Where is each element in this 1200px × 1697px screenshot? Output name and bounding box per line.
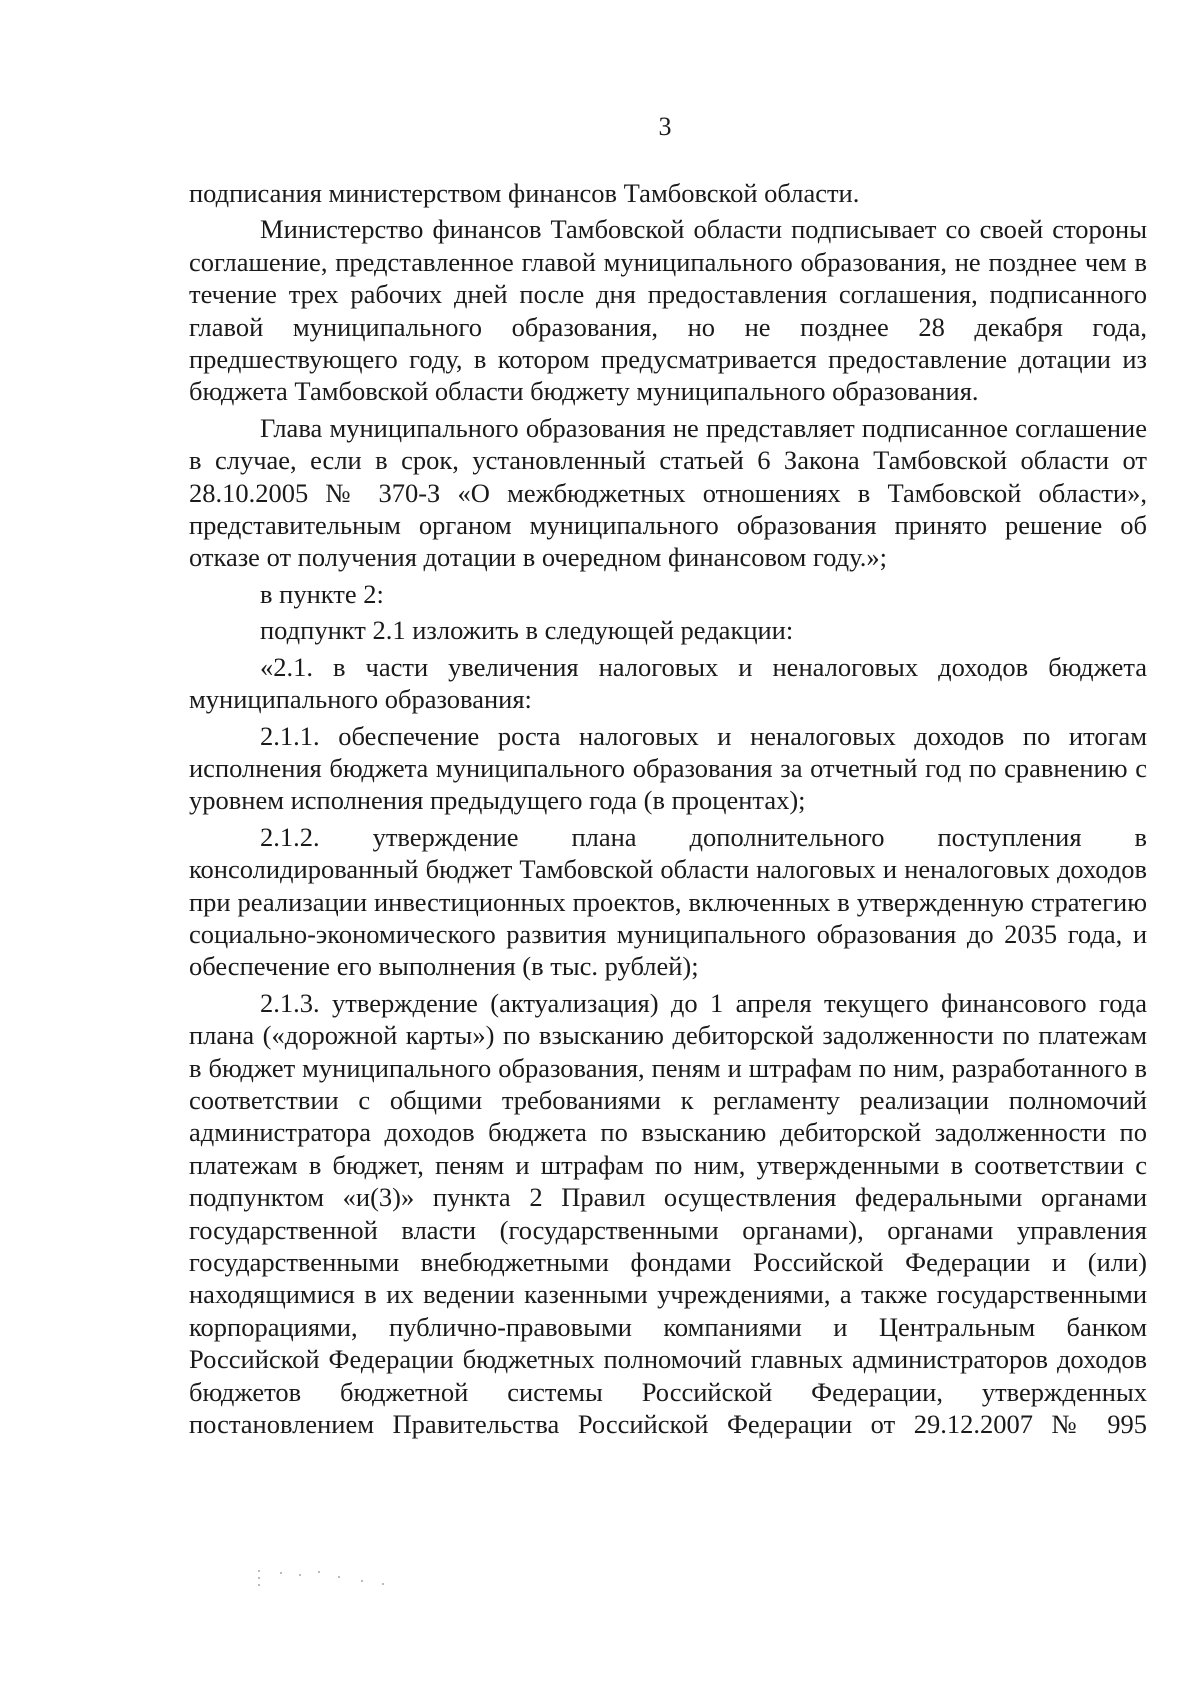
page-number: 3 bbox=[658, 112, 672, 141]
paragraph-head-not-submit: Глава муниципального образования не представляет подписанное соглашение в случае, если в срок, установленный статьей 6 Закона Тамбовской области от 28.10.2005 № 370-З «О межбюджетных отношениях в Тамбовской области», представительным органом муниципального образования принято решение об отказе от получения дотации в очередном финансовом году.»; bbox=[189, 412, 1147, 573]
paragraph-in-point-2: в пункте 2: bbox=[260, 578, 384, 609]
paragraph-2-1-1: 2.1.1. обеспечение роста налоговых и неналоговых доходов по итогам исполнения бюджета муниципального образования за отчетный год по сравнению с уровнем исполнения предыдущего года (в процентах); bbox=[189, 720, 1147, 816]
paragraph-2-1-3: 2.1.3. утверждение (актуализация) до 1 апреля текущего финансового года плана («дорожной карты») по взысканию дебиторской задолженности по платежам в бюджет муниципального образования, пеням и штрафам по ним, разработанного в соответствии с общими требованиями к регламенту реализации полномочий администратора доходов бюджета по взысканию дебиторской задолженности по платежам в бюджет, пеням и штрафам по ним, утвержденными в соответствии с подпунктом «и(3)» пункта 2 Правил осуществления федеральными органами государственной власти (государственными органами), органами управления государственными внебюджетными фондами Российской Федерации и (или) находящимися в их ведении казенными учреждениями, а также государственными корпорациями, публично-правовыми компаниями и Центральным банком Российской Федерации бюджетных полномочий главных администраторов доходов бюджетов бюджетной системы Российской Федерации, утвержденных постановлением Правительства Российской Федерации от 29.12.2007 № 995 bbox=[189, 987, 1147, 1440]
paragraph-continuation: подписания министерством финансов Тамбовской области. bbox=[189, 178, 860, 208]
paragraph-2-1-2: 2.1.2. утверждение плана дополнительного поступления в консолидированный бюджет Тамбовской области налоговых и неналоговых доходов при реализации инвестиционных проектов, включенных в утвержденную стратегию социально-экономического развития муниципального образования до 2035 года, и обеспечение его выполнения (в тыс. рублей); bbox=[189, 821, 1147, 982]
document-body bbox=[189, 177, 1147, 1440]
paragraph-2-1: «2.1. в части увеличения налоговых и неналоговых доходов бюджета муниципального образования: bbox=[189, 651, 1147, 715]
scan-artifact bbox=[258, 1568, 418, 1588]
paragraph-ministry-signing: Министерство финансов Тамбовской области подписывает со своей стороны соглашение, представленное главой муниципального образования, не позднее чем в течение трех рабочих дней после дня предоставления соглашения, подписанного главой муниципального образования, но не позднее 28 декабря года, предшествующего году, в котором предусматривается предоставление дотации из бюджета Тамбовской области бюджету муниципального образования. bbox=[189, 214, 1147, 407]
paragraph-subpoint-2-1-intro: подпункт 2.1 изложить в следующей редакции: bbox=[260, 615, 794, 646]
